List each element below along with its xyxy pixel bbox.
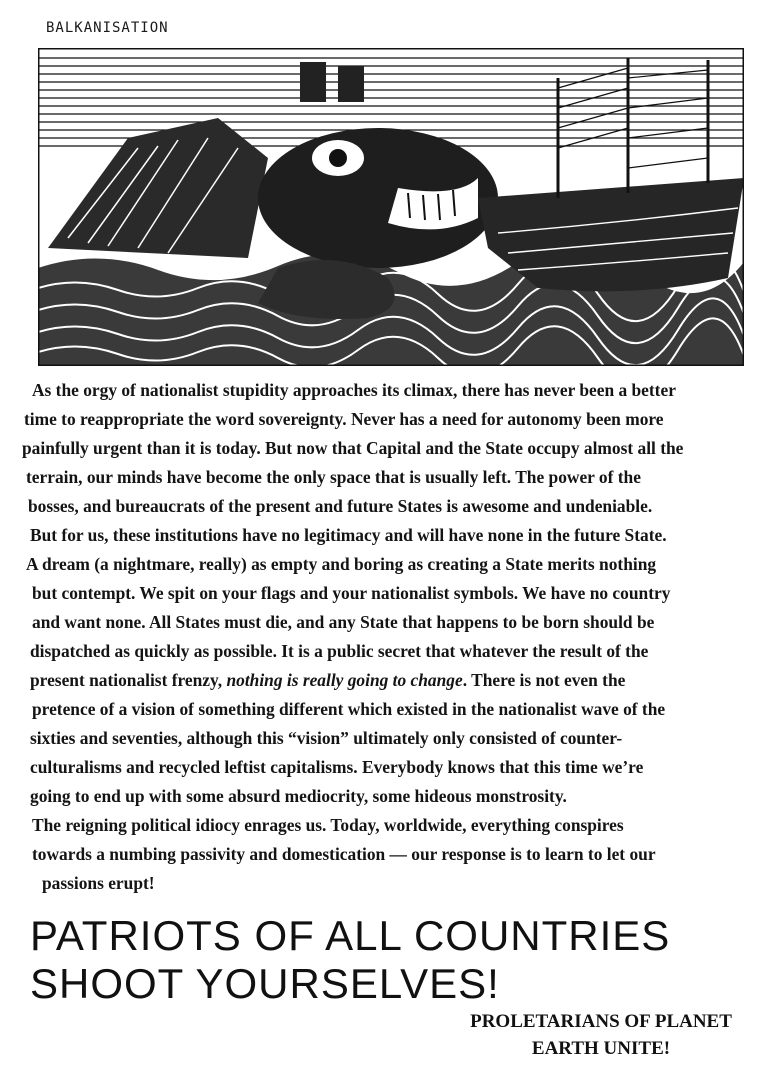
signoff-line: PROLETARIANS OF PLANET — [470, 1011, 732, 1032]
signoff-line: EARTH UNITE! — [531, 1038, 671, 1059]
body-text — [22, 376, 767, 898]
body-line: pretence of a vision of something different which existed in the nationalist wave of the — [32, 699, 666, 719]
slogan-line: PATRIOTS OF ALL COUNTRIES — [30, 912, 671, 959]
body-line-part: . There is not even the — [462, 670, 626, 690]
body-line: towards a numbing passivity and domestication — our response is to learn to let our — [32, 844, 656, 864]
body-line: sixties and seventies, although this “vision” ultimately only consisted of counter- — [30, 728, 623, 748]
body-line: and want none. All States must die, and any State that happens to be born should be — [32, 612, 655, 632]
body-line-part: present nationalist frenzy, — [30, 670, 227, 690]
slogan-headline — [30, 912, 670, 1008]
body-line: The reigning political idiocy enrages us. Today, worldwide, everything conspires — [32, 815, 624, 835]
body-line: dispatched as quickly as possible. It is a public secret that whatever the result of the — [30, 641, 649, 661]
body-line: passions erupt! — [42, 873, 155, 893]
body-line: time to reappropriate the word sovereignty. Never has a need for autonomy been more — [24, 409, 664, 429]
body-line: But for us, these institutions have no legitimacy and will have none in the future State. — [30, 525, 667, 545]
body-line — [22, 666, 767, 695]
emphasis-text: nothing is really going to change — [226, 670, 463, 690]
body-line: but contempt. We spit on your flags and your nationalist symbols. We have no country — [32, 583, 671, 603]
sea-monster-woodcut-icon — [38, 48, 744, 366]
slogan-line: SHOOT YOURSELVES! — [30, 960, 500, 1007]
body-line: going to end up with some absurd mediocrity, some hideous monstrosity. — [30, 786, 567, 806]
document-heading: BALKANISATION — [46, 20, 169, 36]
signoff — [436, 1008, 766, 1062]
body-line: terrain, our minds have become the only space that is usually left. The power of the — [26, 467, 641, 487]
body-line: As the orgy of nationalist stupidity approaches its climax, there has never been a better — [32, 380, 676, 400]
body-line: culturalisms and recycled leftist capitalisms. Everybody knows that this time we’re — [30, 757, 644, 777]
body-line: painfully urgent than it is today. But now that Capital and the State occupy almost all the — [22, 438, 684, 458]
body-line: A dream (a nightmare, really) as empty and boring as creating a State merits nothing — [26, 554, 657, 574]
body-line: bosses, and bureaucrats of the present and future States is awesome and undeniable. — [28, 496, 653, 516]
